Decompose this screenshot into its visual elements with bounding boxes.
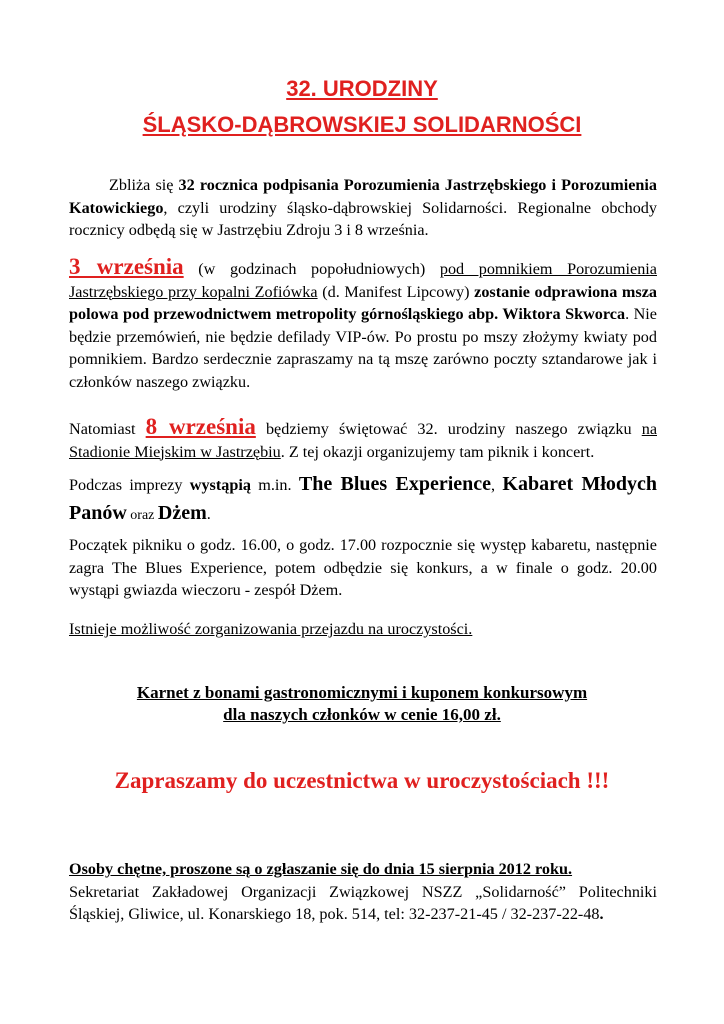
band-dzem: Dżem bbox=[157, 502, 207, 524]
invitation-heading: Zapraszamy do uczestnictwa w uroczystościach !!! bbox=[114, 768, 610, 793]
performers-end: . bbox=[206, 505, 211, 523]
karnet-line-2: dla naszych członków w cenie 16,00 zł. bbox=[223, 705, 501, 724]
title-line-1: 32. URODZINY bbox=[286, 76, 438, 101]
sept3-text-b: (d. Manifest Lipcowy) bbox=[317, 282, 475, 301]
schedule-paragraph: Początek pikniku o godz. 16.00, o godz. 17.00 rozpocznie się występ kabaretu, następnie zagra The Blues Experience, potem odbędzie się konkurs, a w finale o godz. 20.00 wystąpi gwiazda wieczoru - zespół Dżem. bbox=[69, 536, 657, 599]
performers-paragraph bbox=[69, 470, 657, 530]
karnet-offer bbox=[0, 682, 724, 726]
performers-comma: , bbox=[491, 476, 503, 494]
performers-text-a: Podczas imprezy bbox=[69, 476, 190, 494]
sept3-paragraph bbox=[69, 256, 657, 393]
band-blues-experience: The Blues Experience bbox=[298, 473, 492, 495]
intro-paragraph bbox=[69, 174, 657, 242]
sept8-text-b: będziemy świętować 32. urodziny naszego związku bbox=[255, 420, 642, 438]
performers-text-c: m.in. bbox=[250, 476, 299, 494]
sept8-paragraph bbox=[69, 416, 657, 463]
performers-verb: wystąpią bbox=[189, 476, 251, 494]
registration-deadline: Osoby chętne, proszone są o zgłaszanie się do dnia 15 sierpnia 2012 roku. bbox=[69, 860, 573, 878]
contact-paragraph bbox=[69, 858, 657, 926]
intro-bold: 32 rocznica podpisania Porozumienia Jastrzębskiego i Porozumienia Katowickiego bbox=[69, 176, 658, 217]
contact-details: Sekretariat Zakładowej Organizacji Związkowej NSZZ „Solidarność” Politechniki Śląskiej, Gliwice, ul. Konarskiego 18, pok. 514, tel: 32-237-21-45 / 32-237-22-48 bbox=[69, 882, 657, 923]
date-sept-3: 3 września bbox=[69, 254, 184, 279]
title-line-2: ŚLĄSKO-DĄBROWSKIEJ SOLIDARNOŚCI bbox=[142, 112, 582, 137]
sept8-place: na Stadionie Miejskim w Jastrzębiu bbox=[69, 420, 657, 461]
sept3-place: pod pomnikiem Porozumienia Jastrzębskiego przy kopalni Zofiówka bbox=[69, 260, 657, 301]
performers-oraz: oraz bbox=[126, 508, 158, 523]
sept8-text-a: Natomiast bbox=[69, 420, 146, 438]
date-sept-8: 8 września bbox=[145, 414, 256, 439]
karnet-line-1: Karnet z bonami gastronomicznymi i kuponem konkursowym bbox=[136, 683, 588, 702]
sept3-text-a: (w godzinach popołudniowych) bbox=[183, 260, 440, 278]
sept3-text-c: . Nie będzie przemówień, nie będzie defilady VIP-ów. Po prostu po mszy złożymy kwiaty pod pomnikiem. Bardzo serdecznie zapraszamy na tą mszę zarówno poczty sztandarowe jak i członków naszego związku. bbox=[69, 305, 657, 391]
transport-note: Istnieje możliwość zorganizowania przejazdu na uroczystości. bbox=[69, 620, 473, 638]
intro-text-a: Zbliża się bbox=[109, 176, 179, 194]
band-kabaret: Kabaret Młodych Panów bbox=[69, 473, 658, 524]
sept8-text-c: . Z tej okazji organizujemy tam piknik i koncert. bbox=[280, 442, 595, 461]
intro-text-c: , czyli urodziny śląsko-dąbrowskiej Solidarności. Regionalne obchody rocznicy odbędą się w Jastrzębiu Zdroju 3 i 8 września. bbox=[69, 198, 657, 239]
sept3-mass: zostanie odprawiona msza polowa pod przewodnictwem metropolity górnośląskiego abp. Wiktora Skworca bbox=[69, 282, 657, 323]
contact-end: . bbox=[599, 905, 604, 923]
